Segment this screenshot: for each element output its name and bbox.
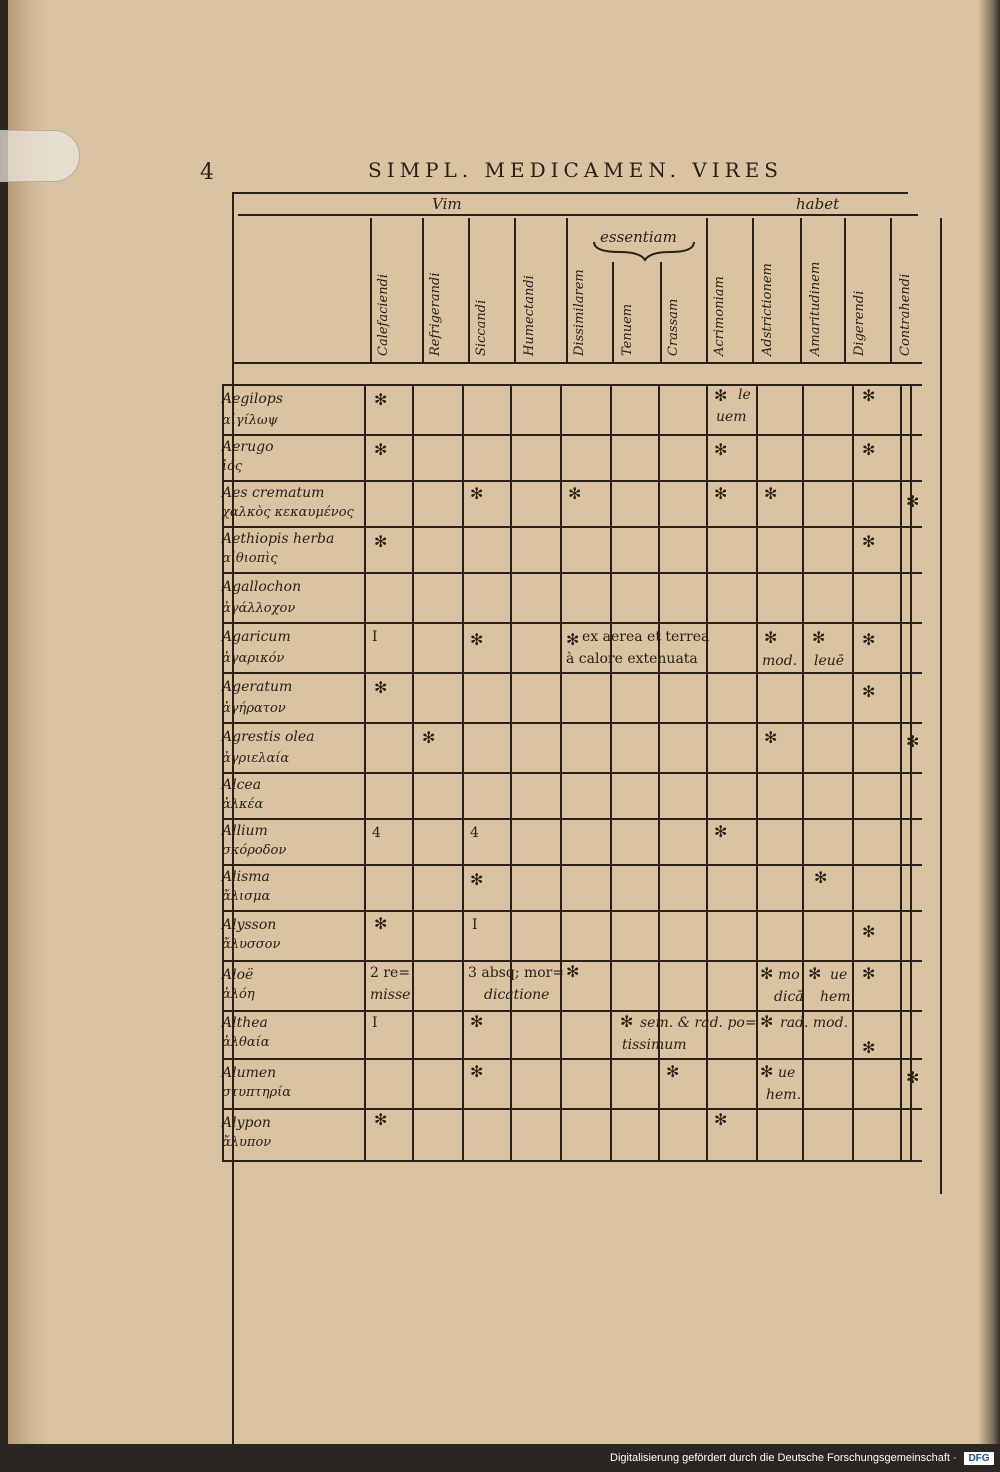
row-latin-name: Aegilops xyxy=(222,391,283,407)
essentiam-brace-icon xyxy=(590,238,700,262)
row-rule xyxy=(222,1058,922,1060)
asterisk-mark-icon: ✻ xyxy=(620,1012,634,1031)
row-greek-name: ἄλυσσον xyxy=(222,937,281,952)
row-rule xyxy=(222,526,922,528)
cell-text: I xyxy=(372,1015,378,1031)
cell-text: 2 re= xyxy=(370,965,411,981)
row-greek-name: αἰθιοπὶς xyxy=(222,551,278,566)
row-rule xyxy=(222,722,922,724)
cell-text: dicā xyxy=(774,989,804,1005)
col-divider xyxy=(514,218,516,362)
row-latin-name: Agrestis olea xyxy=(222,729,315,745)
row-latin-name: Alysson xyxy=(222,917,277,933)
asterisk-mark-icon: ✻ xyxy=(764,628,778,647)
asterisk-mark-icon: ✻ xyxy=(566,962,580,981)
col-header: Dissimilarem xyxy=(572,269,587,356)
row-greek-name: ἀλκέα xyxy=(222,797,264,812)
cell-text: sem. & rad. po= xyxy=(640,1015,757,1031)
col-divider xyxy=(756,384,758,1162)
cell-text: I xyxy=(472,917,478,933)
row-greek-name: ἀλόη xyxy=(222,987,255,1002)
asterisk-mark-icon: ✻ xyxy=(470,1062,484,1081)
cell-text: mo xyxy=(778,967,800,983)
top-rule xyxy=(232,192,908,194)
asterisk-mark-icon: ✻ xyxy=(470,870,484,889)
cell-text: le xyxy=(738,387,751,403)
cell-text: leuē xyxy=(814,653,845,669)
row-greek-name: ἄλισμα xyxy=(222,889,271,904)
col-divider xyxy=(610,384,612,1162)
cell-text: mod. xyxy=(762,653,798,669)
asterisk-mark-icon: ✻ xyxy=(470,1012,484,1031)
row-latin-name: Aloë xyxy=(222,967,254,983)
asterisk-mark-icon: ✻ xyxy=(764,484,778,503)
asterisk-mark-icon: ✻ xyxy=(470,630,484,649)
row-greek-name: στυπτηρία xyxy=(222,1085,292,1100)
col-header: Calefaciendi xyxy=(376,273,391,356)
col-header: Refrigerandi xyxy=(428,272,443,356)
row-latin-name: Alisma xyxy=(222,869,270,885)
asterisk-mark-icon: ✻ xyxy=(760,1062,774,1081)
asterisk-mark-icon: ✻ xyxy=(812,628,826,647)
asterisk-mark-icon: ✻ xyxy=(906,492,920,511)
asterisk-mark-icon: ✻ xyxy=(814,868,828,887)
asterisk-mark-icon: ✻ xyxy=(862,964,876,983)
asterisk-mark-icon: ✻ xyxy=(862,682,876,701)
col-header: Acrimoniam xyxy=(712,276,727,356)
row-greek-name: ἀγάλλοχον xyxy=(222,601,296,616)
row-greek-name: ἀγαρικόν xyxy=(222,651,285,666)
running-title: SIMPL. MEDICAMEN. VIRES xyxy=(368,158,784,182)
cell-text: 4 xyxy=(372,825,381,841)
asterisk-mark-icon: ✻ xyxy=(906,1068,920,1087)
asterisk-mark-icon: ✻ xyxy=(714,1110,728,1129)
asterisk-mark-icon: ✻ xyxy=(374,914,388,933)
row-latin-name: Althea xyxy=(222,1015,268,1031)
cell-text: dicatione xyxy=(484,987,550,1003)
asterisk-mark-icon: ✻ xyxy=(862,922,876,941)
row-latin-name: Aethiopis herba xyxy=(222,531,335,547)
col-divider xyxy=(468,218,470,362)
asterisk-mark-icon: ✻ xyxy=(374,440,388,459)
asterisk-mark-icon: ✻ xyxy=(566,630,580,649)
dfg-logo: DFG xyxy=(964,1452,994,1465)
col-divider xyxy=(900,384,902,1162)
page-edge-shadow xyxy=(978,0,1000,1472)
group-label-habet: habet xyxy=(796,195,840,213)
row-rule xyxy=(222,572,922,574)
asterisk-mark-icon: ✻ xyxy=(470,484,484,503)
row-latin-name: Aerugo xyxy=(222,439,274,455)
col-divider xyxy=(566,218,568,362)
col-divider xyxy=(510,384,512,1162)
cell-text: ex aerea et terrea xyxy=(582,629,710,645)
col-divider xyxy=(800,218,802,362)
row-greek-name: ἀγήρατον xyxy=(222,701,286,716)
group-label-essentiam: essentiam xyxy=(600,228,677,246)
row-greek-name: ἰός xyxy=(222,459,243,474)
col-header: Contrahendi xyxy=(898,273,913,356)
col-header: Adstrictionem xyxy=(760,263,775,356)
cell-text: rad. mod. xyxy=(780,1015,849,1031)
row-rule xyxy=(222,864,922,866)
cell-text: ue xyxy=(778,1065,796,1081)
col-header: Crassam xyxy=(666,298,681,356)
table-bottom-rule xyxy=(222,1160,922,1162)
cell-text: hem. xyxy=(766,1087,802,1103)
asterisk-mark-icon: ✻ xyxy=(666,1062,680,1081)
col-divider xyxy=(560,384,562,1162)
asterisk-mark-icon: ✻ xyxy=(862,1038,876,1057)
row-latin-name: Agallochon xyxy=(222,579,302,595)
col-divider xyxy=(706,384,708,1162)
row-rule xyxy=(222,622,922,624)
cell-text: 3 absq; mor= xyxy=(468,965,565,981)
row-rule xyxy=(222,1108,922,1110)
col-header: Humectandi xyxy=(522,275,537,356)
row-rule xyxy=(222,818,922,820)
row-latin-name: Alypon xyxy=(222,1115,271,1131)
asterisk-mark-icon: ✻ xyxy=(714,440,728,459)
col-divider xyxy=(852,384,854,1162)
asterisk-mark-icon: ✻ xyxy=(374,390,388,409)
cell-text: à calore extenuata xyxy=(566,651,698,667)
asterisk-mark-icon: ✻ xyxy=(374,532,388,551)
asterisk-mark-icon: ✻ xyxy=(764,728,778,747)
name-col-right xyxy=(364,384,366,1162)
col-divider xyxy=(422,218,424,362)
asterisk-mark-icon: ✻ xyxy=(374,1110,388,1129)
col-header: Tenuem xyxy=(620,303,635,356)
row-rule xyxy=(222,384,922,386)
page-number: 4 xyxy=(200,160,214,185)
cell-text: ue xyxy=(830,967,848,983)
asterisk-mark-icon: ✻ xyxy=(906,732,920,751)
row-latin-name: Ageratum xyxy=(222,679,293,695)
asterisk-mark-icon: ✻ xyxy=(760,964,774,983)
col-divider xyxy=(752,218,754,362)
row-latin-name: Allium xyxy=(222,823,268,839)
cell-text: misse xyxy=(370,987,411,1003)
col-header: Siccandi xyxy=(474,299,489,356)
row-greek-name: χαλκὸς κεκαυμένος xyxy=(222,505,354,520)
digitization-credit: Digitalisierung gefördert durch die Deutsche Forschungsgemeinschaft · xyxy=(610,1452,957,1464)
page-clip-tab xyxy=(0,130,80,182)
col-divider xyxy=(612,262,614,362)
row-rule xyxy=(222,672,922,674)
col-divider xyxy=(844,218,846,362)
row-greek-name: ἀλθαία xyxy=(222,1035,270,1050)
row-rule xyxy=(222,910,922,912)
row-rule xyxy=(222,1010,922,1012)
cell-text: tissimum xyxy=(622,1037,687,1053)
asterisk-mark-icon: ✻ xyxy=(760,1012,774,1031)
asterisk-mark-icon: ✻ xyxy=(568,484,582,503)
row-greek-name: αἰγίλωψ xyxy=(222,413,278,428)
col-divider xyxy=(802,384,804,1162)
col-divider xyxy=(660,262,662,362)
group-rule xyxy=(238,214,918,216)
row-latin-name: Agaricum xyxy=(222,629,291,645)
asterisk-mark-icon: ✻ xyxy=(808,964,822,983)
col-divider xyxy=(462,384,464,1162)
row-latin-name: Aes crematum xyxy=(222,485,325,501)
asterisk-mark-icon: ✻ xyxy=(714,386,728,405)
row-rule xyxy=(222,480,922,482)
row-latin-name: Alumen xyxy=(222,1065,277,1081)
col-divider xyxy=(412,384,414,1162)
col-header: Digerendi xyxy=(852,290,867,356)
col-divider xyxy=(370,218,372,362)
asterisk-mark-icon: ✻ xyxy=(862,630,876,649)
row-rule xyxy=(222,772,922,774)
asterisk-mark-icon: ✻ xyxy=(374,678,388,697)
asterisk-mark-icon: ✻ xyxy=(714,822,728,841)
row-latin-name: Alcea xyxy=(222,777,262,793)
asterisk-mark-icon: ✻ xyxy=(422,728,436,747)
group-label-vim: Vim xyxy=(432,195,462,213)
cell-text: 4 xyxy=(470,825,479,841)
row-greek-name: ἄλυπον xyxy=(222,1135,272,1150)
cell-text: I xyxy=(372,629,378,645)
col-divider xyxy=(890,218,892,362)
header-bottom-rule xyxy=(232,362,922,364)
row-rule xyxy=(222,434,922,436)
asterisk-mark-icon: ✻ xyxy=(862,386,876,405)
cell-text: hem. xyxy=(820,989,856,1005)
cell-text: uem xyxy=(716,409,747,425)
table-right-border xyxy=(940,218,942,1194)
row-greek-name: ἀγριελαία xyxy=(222,751,290,766)
row-greek-name: σκόροδον xyxy=(222,843,287,858)
asterisk-mark-icon: ✻ xyxy=(862,532,876,551)
col-divider xyxy=(706,218,708,362)
col-header: Amaritudinem xyxy=(808,261,823,356)
asterisk-mark-icon: ✻ xyxy=(714,484,728,503)
page-gutter xyxy=(8,0,48,1472)
asterisk-mark-icon: ✻ xyxy=(862,440,876,459)
